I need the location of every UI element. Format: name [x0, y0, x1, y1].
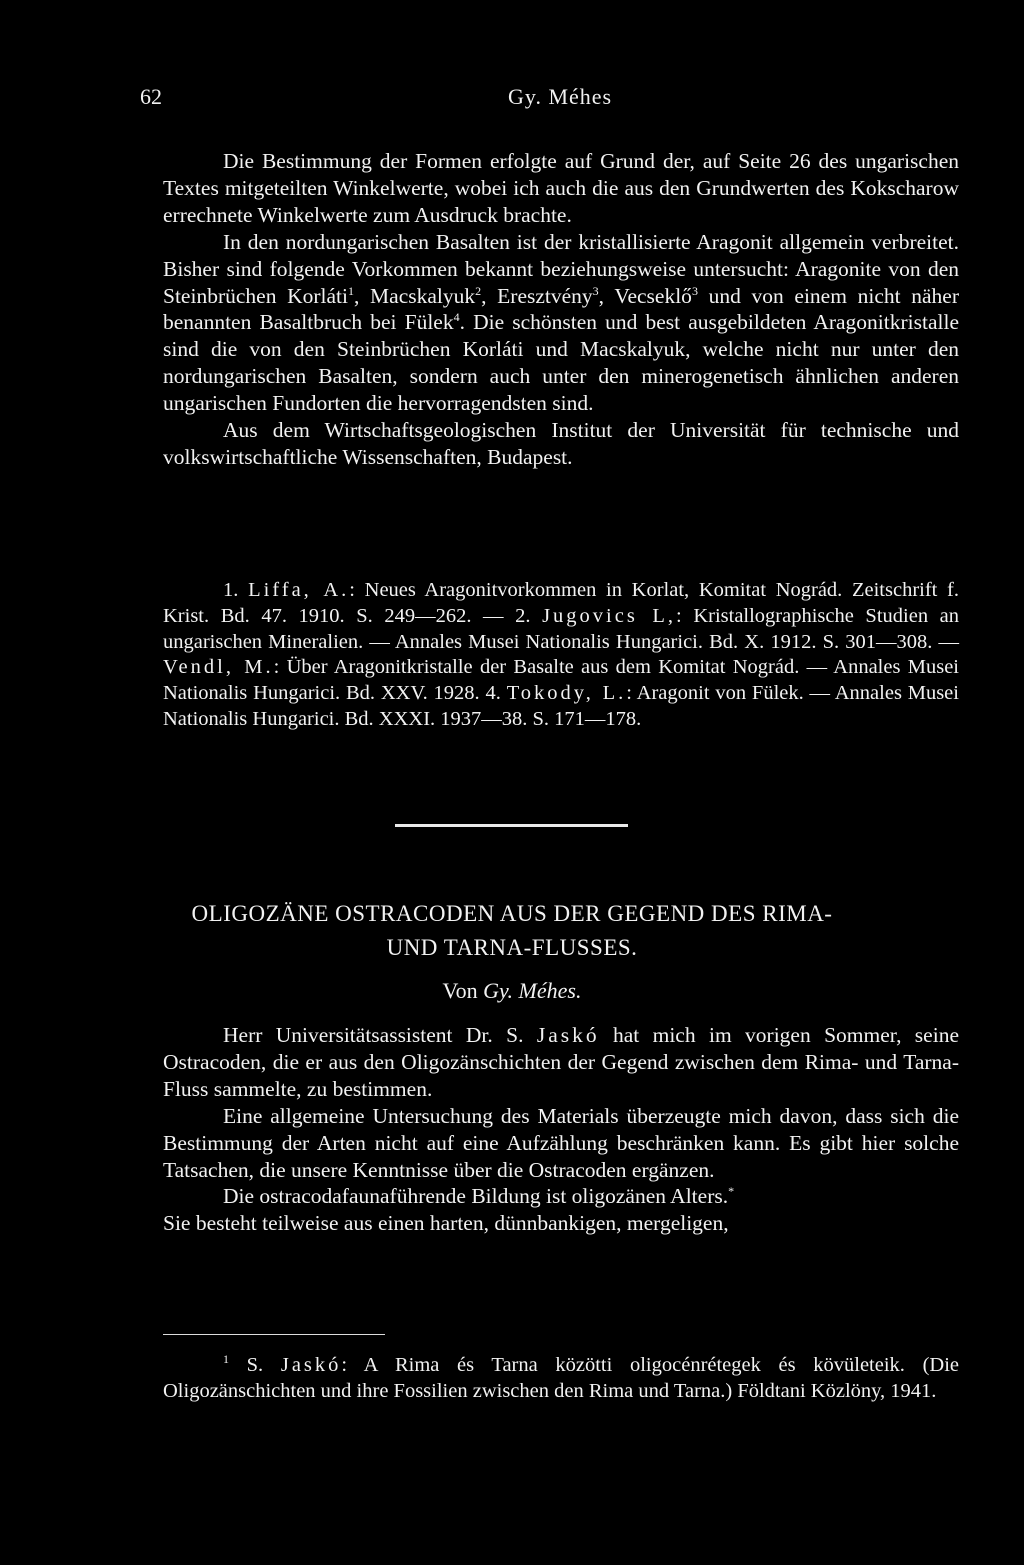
text-run: : Über Aragonitkristalle der Basalte aus dem Komitat Nográd. — Annales Musei Nationalis Hungarici. Bd. XXV. 1928. 4.: [163, 656, 960, 705]
references-block: [163, 578, 959, 733]
text-run: : A Rima és Tarna közötti oligocénrétegek és kövületeik. (Die Oligozänschichten und ihre Fossilien zwischen den Rima und Tarna.) Földtani Közlöny, 1941.: [163, 1354, 960, 1402]
text-run: , Vecseklő: [598, 283, 692, 308]
text-run: : Aragonit von Fülek. — Annales Musei Nationalis Hungarici. Bd. XXXI. 1937—38. S. 171—178.: [163, 682, 959, 730]
person-name: Jaskó: [536, 1023, 600, 1047]
section-divider: [395, 824, 628, 827]
person-name: Jaskó: [280, 1354, 342, 1376]
footnote-ref: 3: [691, 283, 698, 298]
text-run: , Eresztvény: [481, 283, 593, 308]
page-number: 62: [140, 84, 162, 109]
article-title: [120, 897, 904, 965]
footnote-marker: 1: [223, 1352, 229, 1367]
text-run: S.: [229, 1354, 281, 1376]
ref-author: Liffa, A.: [248, 579, 350, 601]
paragraph: Die Bestimmung der Formen erfolgte auf Grund der, auf Seite 26 des ungarischen Textes mitgeteilten Winkelwerte, wobei ich auch die aus den Grundwerten des Koksсharow errechnete Winkelwerte zum Ausdruck brachte.: [163, 149, 959, 227]
text-run: . Die schönsten und best ausgebildeten Aragonitkristalle sind die von den Steinbrüchen Korláti und Macskalyuk, welche nicht nur unter den nordungarischen Basalten, sondern auch unter den minerogenetisch ähnlichen anderen ungarischen Fundorten die hervorragendsten sind.: [163, 310, 959, 416]
text-run: : Kristallographische Studien an ungarischen Mineralien. — Annales Musei Nationalis Hungarici. Bd. X. 1912. S. 301—308. —: [163, 604, 959, 653]
footnote-ref: 3: [592, 283, 599, 298]
section-aragonit: [163, 148, 959, 471]
footnote-ref: 2: [475, 283, 482, 298]
text-run: und von einem nicht näher benannten Basaltbruch bei Fülek: [163, 283, 959, 335]
paragraph: Sie besteht teilweise aus einen harten, dünnbankigen, mergeligen,: [163, 1211, 729, 1236]
page-header: [140, 84, 880, 118]
paragraph: [163, 1022, 959, 1103]
references: [163, 578, 959, 733]
text-run: 1.: [223, 579, 249, 601]
paragraph: [163, 1183, 959, 1210]
running-head: Gy. Méhes: [508, 84, 613, 109]
text-run: , Macskalyuk: [354, 283, 476, 308]
byline-author: Gy. Méhes.: [483, 978, 582, 1003]
article-body: [163, 1022, 959, 1237]
text-run: In den nordungarischen Basalten ist der kristallisierte Aragonit allgemein verbreitet. Bisher sind folgende Vorkommen bekannt beziehungsweise untersucht: Aragonite von den Steinbrüchen Korláti: [163, 229, 959, 308]
footnote-text: [163, 1352, 959, 1404]
footnote-ref: 4: [453, 310, 460, 325]
footnote-ref: *: [728, 1184, 735, 1199]
paragraph: [163, 229, 959, 417]
paragraph: Eine allgemeine Untersuchung des Materials überzeugte mich davon, dass sich die Bestimmung der Arten nicht auf eine Aufzählung beschränken kann. Es gibt hier solche Tatsachen, die unsere Kenntnisse über die Ostracoden ergänzen.: [163, 1103, 959, 1182]
footnote-ref: 1: [348, 283, 354, 298]
ref-author: Vendl, M.: [163, 656, 274, 679]
text-run: hat mich im vorigen Sommer, seine Ostracoden, die er aus den Oligozänschichten der Gegend zwischen dem Rima- und Tarna-Fluss sammelte, zu bestimmen.: [163, 1023, 959, 1101]
byline: [120, 978, 904, 1004]
institute-note: Aus dem Wirtschaftsgeologischen Institut der Universität für technische und volkswirtschaftliche Wissenschaften, Budapest.: [163, 418, 959, 469]
footnote-divider: [163, 1334, 385, 1335]
footnote: [163, 1352, 959, 1404]
text-run: Die ostracodafaunaführende Bildung ist oligozänen Alters.: [223, 1184, 729, 1209]
title-line: UND TARNA-FLUSSES.: [386, 935, 638, 960]
text-run: Herr Universitätsassistent Dr. S.: [223, 1023, 537, 1047]
text-run: : Neues Aragonitvorkommen in Korlat, Komitat Nográd. Zeitschrift f. Krist. Bd. 47. 1910. S. 249—262. — 2.: [163, 579, 959, 627]
ref-author: Tokody, L.: [506, 682, 627, 705]
ref-author: Jugovics L,: [542, 604, 677, 627]
byline-prefix: Von: [442, 978, 484, 1003]
title-line: OLIGOZÄNE OSTRACODEN AUS DER GEGEND DES RIMA-: [191, 901, 833, 926]
